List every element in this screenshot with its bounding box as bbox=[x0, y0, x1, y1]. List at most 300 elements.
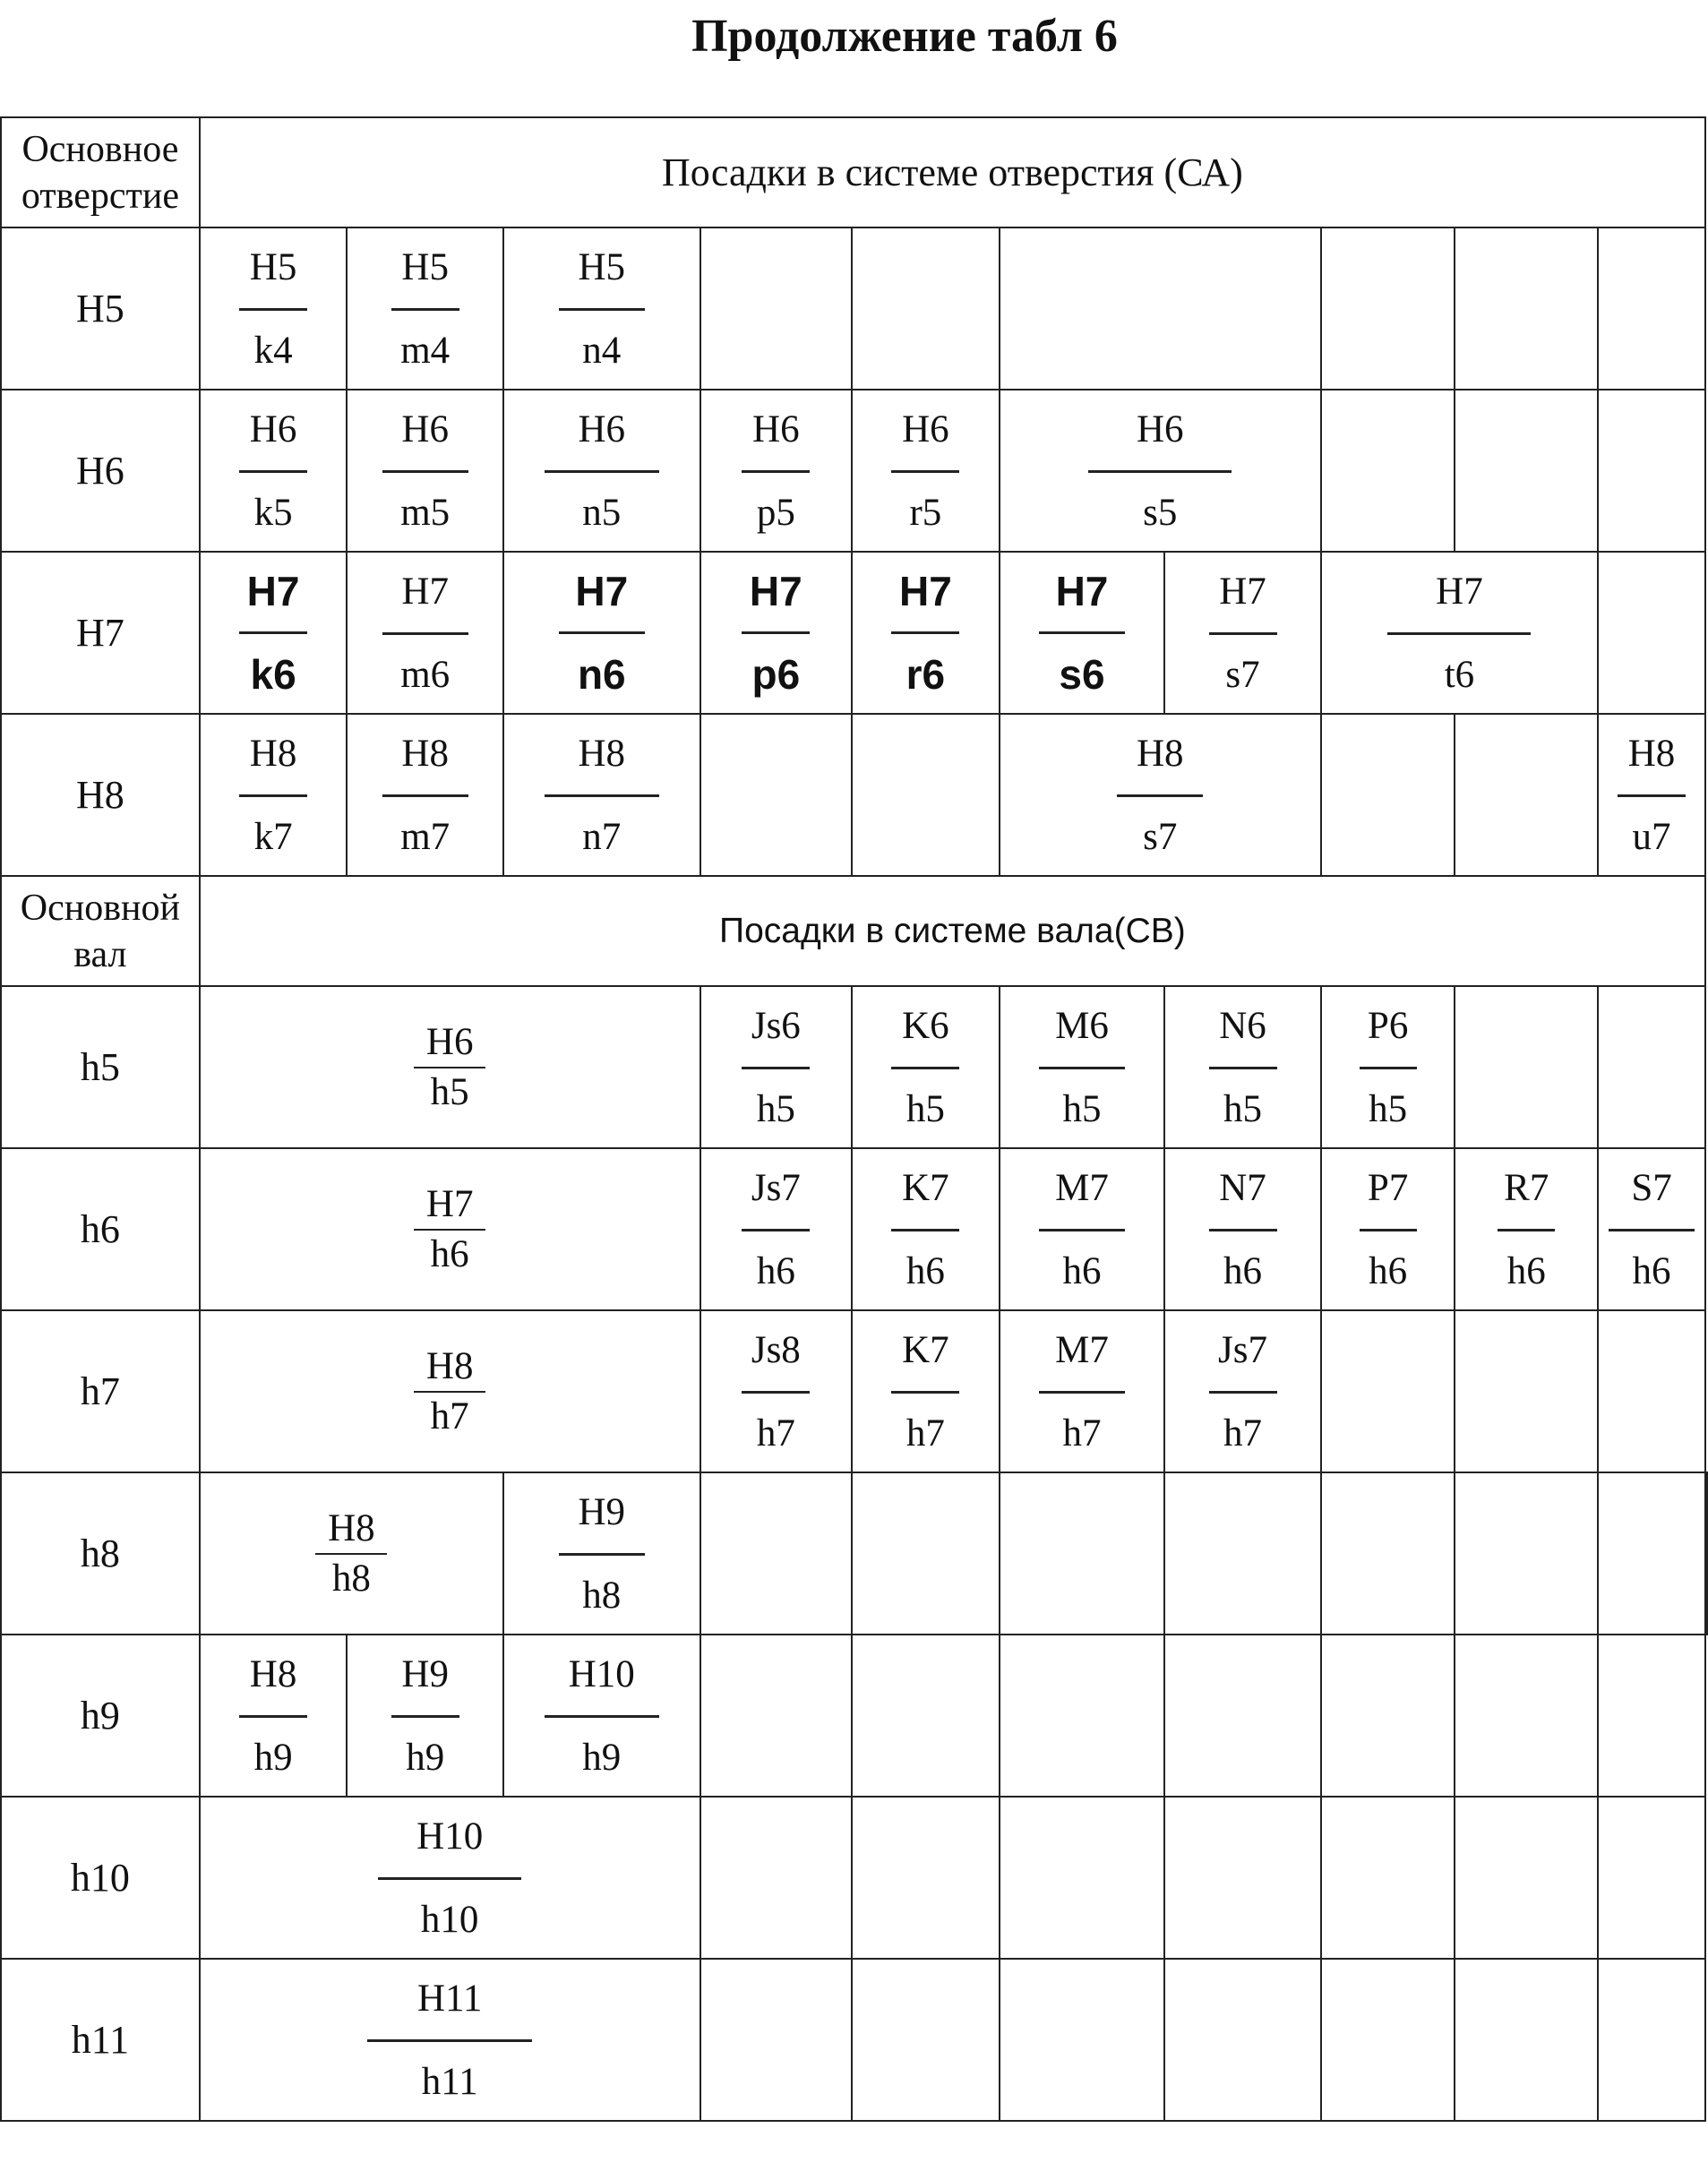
fraction-bar bbox=[1039, 1229, 1125, 1231]
fit-numerator: H10 bbox=[416, 1815, 484, 1858]
fit-denominator: h11 bbox=[421, 2061, 478, 2103]
fit-fraction bbox=[545, 1654, 659, 1779]
fit-fraction bbox=[1209, 571, 1277, 696]
fit-fraction bbox=[239, 247, 307, 372]
fraction-bar bbox=[391, 1715, 459, 1718]
fit-cell bbox=[200, 227, 348, 390]
fit-denominator: h6 bbox=[430, 1232, 469, 1275]
fit-denominator: h7 bbox=[430, 1394, 469, 1437]
row-label: H6 bbox=[1, 390, 200, 552]
fit-numerator: H7 bbox=[749, 568, 803, 614]
fit-cell bbox=[200, 1148, 700, 1310]
fraction-bar bbox=[545, 1715, 659, 1718]
fit-numerator: H5 bbox=[578, 246, 626, 288]
fit-denominator: u7 bbox=[1632, 816, 1671, 858]
empty-cell bbox=[1321, 1472, 1455, 1635]
hole-section-title: Посадки в системе отверстия (СА) bbox=[200, 117, 1705, 227]
fraction-bar bbox=[1360, 1067, 1417, 1069]
fit-numerator: M7 bbox=[1055, 1167, 1109, 1209]
empty-cell bbox=[1455, 1635, 1598, 1797]
empty-cell bbox=[1598, 1472, 1705, 1635]
fit-numerator: H10 bbox=[568, 1653, 635, 1695]
fit-fraction bbox=[382, 734, 468, 858]
empty-cell bbox=[1000, 227, 1321, 390]
empty-cell bbox=[1164, 1472, 1321, 1635]
fit-cell bbox=[852, 552, 1000, 714]
row-label: h5 bbox=[1, 986, 200, 1148]
fraction-bar bbox=[382, 632, 468, 635]
fit-fraction bbox=[891, 568, 959, 698]
fraction-bar bbox=[742, 631, 810, 634]
fraction-bar bbox=[1209, 1067, 1277, 1069]
fit-fraction bbox=[559, 568, 645, 698]
fit-fraction bbox=[239, 734, 307, 858]
empty-cell bbox=[1000, 1959, 1165, 2121]
empty-cell bbox=[1455, 1310, 1598, 1472]
fraction-bar bbox=[315, 1553, 387, 1555]
fit-cell bbox=[1000, 1148, 1165, 1310]
fit-denominator: h5 bbox=[905, 1088, 945, 1130]
empty-cell bbox=[1598, 552, 1705, 714]
fit-denominator: h6 bbox=[1062, 1250, 1102, 1292]
fraction-bar bbox=[559, 1553, 645, 1556]
fit-cell bbox=[200, 714, 348, 876]
fit-fraction bbox=[1498, 1168, 1555, 1292]
fraction-bar bbox=[391, 308, 459, 311]
row-label: h8 bbox=[1, 1472, 200, 1635]
fit-denominator: n4 bbox=[582, 330, 622, 372]
fraction-bar bbox=[742, 470, 810, 473]
fraction-bar bbox=[891, 470, 959, 473]
page-title: Продолжение табл 6 bbox=[691, 11, 1118, 62]
fit-numerator: H8 bbox=[328, 1506, 375, 1549]
fraction-bar bbox=[891, 1067, 959, 1069]
fit-fraction bbox=[391, 247, 459, 372]
fraction-bar bbox=[1039, 1067, 1125, 1069]
fit-cell bbox=[1000, 1310, 1165, 1472]
fit-cell bbox=[700, 1310, 853, 1472]
empty-cell bbox=[1598, 227, 1705, 390]
table-row bbox=[1, 1797, 1707, 1959]
fit-cell bbox=[503, 552, 700, 714]
fit-numerator: R7 bbox=[1504, 1167, 1549, 1209]
empty-cell bbox=[1455, 390, 1598, 552]
row-label: H8 bbox=[1, 714, 200, 876]
empty-cell bbox=[700, 714, 853, 876]
empty-cell bbox=[1321, 390, 1455, 552]
fit-denominator: h7 bbox=[1223, 1412, 1263, 1454]
fraction-bar bbox=[1039, 631, 1125, 634]
fraction-bar bbox=[1039, 1391, 1125, 1394]
fit-cell bbox=[1321, 986, 1455, 1148]
hole-section-header bbox=[1, 117, 1707, 227]
fit-fraction bbox=[891, 1168, 959, 1292]
fraction-bar bbox=[1618, 794, 1686, 797]
empty-cell bbox=[852, 714, 1000, 876]
empty-cell bbox=[1455, 1959, 1598, 2121]
fit-denominator: k7 bbox=[253, 816, 293, 858]
empty-cell bbox=[1000, 1797, 1165, 1959]
empty-cell bbox=[1321, 227, 1455, 390]
fit-cell bbox=[503, 1472, 700, 1635]
fit-fraction bbox=[315, 1506, 387, 1601]
fraction-bar bbox=[559, 308, 645, 311]
empty-cell bbox=[852, 227, 1000, 390]
fit-denominator: h8 bbox=[331, 1557, 371, 1600]
fraction-bar bbox=[891, 1391, 959, 1394]
fit-denominator: k4 bbox=[253, 330, 293, 372]
fit-denominator: h6 bbox=[756, 1250, 795, 1292]
fit-fraction bbox=[1609, 1168, 1695, 1292]
fit-cell bbox=[1000, 986, 1165, 1148]
empty-cell bbox=[1321, 714, 1455, 876]
fit-fraction bbox=[1209, 1006, 1277, 1130]
fit-fraction bbox=[1117, 734, 1203, 858]
fit-numerator: H7 bbox=[246, 568, 300, 614]
fit-cell bbox=[1598, 714, 1705, 876]
fit-cell bbox=[1164, 552, 1321, 714]
fit-cell bbox=[347, 1635, 503, 1797]
fit-cell bbox=[1164, 986, 1321, 1148]
fit-denominator: h6 bbox=[1223, 1250, 1263, 1292]
fit-fraction bbox=[378, 1816, 521, 1941]
fit-numerator: K6 bbox=[902, 1005, 949, 1047]
fit-fraction bbox=[742, 1330, 810, 1454]
fit-denominator: h6 bbox=[905, 1250, 945, 1292]
fit-denominator: k5 bbox=[253, 492, 293, 534]
fit-numerator: H6 bbox=[249, 408, 297, 451]
fraction-bar bbox=[239, 1715, 307, 1718]
fit-cell bbox=[503, 390, 700, 552]
fit-numerator: H6 bbox=[401, 408, 449, 451]
fit-denominator: r5 bbox=[909, 492, 942, 534]
empty-cell bbox=[1598, 1310, 1705, 1472]
fit-fraction bbox=[1039, 1006, 1125, 1130]
fit-numerator: K7 bbox=[902, 1329, 949, 1371]
fraction-bar bbox=[239, 470, 307, 473]
fit-denominator: h9 bbox=[406, 1737, 445, 1779]
fraction-bar bbox=[239, 631, 307, 634]
table-row bbox=[1, 714, 1707, 876]
shaft-section-title: Посадки в системе вала(СВ) bbox=[200, 876, 1705, 986]
fit-numerator: S7 bbox=[1631, 1167, 1672, 1209]
fit-fraction bbox=[891, 409, 959, 534]
fraction-bar bbox=[239, 308, 307, 311]
empty-cell bbox=[1000, 1472, 1165, 1635]
fit-denominator: h6 bbox=[1506, 1250, 1546, 1292]
fit-cell bbox=[1164, 1310, 1321, 1472]
fit-cell bbox=[700, 1148, 853, 1310]
fit-denominator: r6 bbox=[905, 651, 946, 698]
fit-fraction bbox=[391, 1654, 459, 1779]
empty-cell bbox=[852, 1472, 1000, 1635]
empty-cell bbox=[1164, 1959, 1321, 2121]
fit-cell bbox=[200, 1797, 700, 1959]
fit-fraction bbox=[1039, 1168, 1125, 1292]
table-row bbox=[1, 1148, 1707, 1310]
fit-fraction bbox=[742, 1168, 810, 1292]
fit-denominator: s7 bbox=[1143, 816, 1178, 858]
fit-cell bbox=[1000, 390, 1321, 552]
fraction-bar bbox=[1088, 470, 1232, 473]
empty-cell bbox=[700, 1797, 853, 1959]
empty-cell bbox=[1705, 1472, 1707, 1635]
empty-cell bbox=[1164, 1635, 1321, 1797]
fit-denominator: h5 bbox=[1369, 1088, 1408, 1130]
fit-cell bbox=[200, 1310, 700, 1472]
hole-section-label: Основное отверстие bbox=[1, 117, 200, 227]
fraction-bar bbox=[382, 794, 468, 797]
fit-numerator: M7 bbox=[1055, 1329, 1109, 1371]
fraction-bar bbox=[414, 1391, 485, 1393]
fit-numerator: K7 bbox=[902, 1167, 949, 1209]
fit-numerator: H11 bbox=[416, 1978, 483, 2020]
fit-cell bbox=[347, 227, 503, 390]
fit-denominator: h5 bbox=[1223, 1088, 1263, 1130]
fit-numerator: H6 bbox=[578, 408, 626, 451]
table-row bbox=[1, 227, 1707, 390]
fit-denominator: t6 bbox=[1444, 654, 1475, 696]
fit-fraction bbox=[239, 568, 307, 698]
fit-denominator: m5 bbox=[400, 492, 451, 534]
fit-fraction bbox=[1618, 734, 1686, 858]
fit-cell bbox=[1000, 552, 1165, 714]
fit-numerator: H8 bbox=[578, 733, 626, 775]
fit-denominator: m7 bbox=[400, 816, 451, 858]
fit-cell bbox=[852, 986, 1000, 1148]
row-label: h6 bbox=[1, 1148, 200, 1310]
fit-denominator: k6 bbox=[250, 651, 296, 698]
fit-numerator: P6 bbox=[1367, 1005, 1409, 1047]
fit-cell bbox=[700, 552, 853, 714]
fraction-bar bbox=[1209, 1229, 1277, 1231]
row-label: h7 bbox=[1, 1310, 200, 1472]
fit-fraction bbox=[891, 1006, 959, 1130]
table-row bbox=[1, 1959, 1707, 2121]
table-row bbox=[1, 390, 1707, 552]
fit-denominator: s6 bbox=[1059, 651, 1105, 698]
empty-cell bbox=[1598, 1959, 1705, 2121]
fit-cell bbox=[1321, 552, 1598, 714]
fit-denominator: h6 bbox=[1369, 1250, 1408, 1292]
fit-numerator: N6 bbox=[1219, 1005, 1266, 1047]
fit-numerator: H8 bbox=[249, 1653, 297, 1695]
empty-cell bbox=[1455, 227, 1598, 390]
fit-cell bbox=[1164, 1148, 1321, 1310]
table-row bbox=[1, 1472, 1707, 1635]
fit-cell bbox=[200, 1959, 700, 2121]
fit-numerator: H5 bbox=[401, 246, 449, 288]
fit-cell bbox=[700, 390, 853, 552]
fit-fraction bbox=[239, 409, 307, 534]
fit-numerator: H8 bbox=[401, 733, 449, 775]
fraction-bar bbox=[559, 631, 645, 634]
fit-fraction bbox=[414, 1344, 485, 1439]
fit-numerator: Js7 bbox=[1218, 1329, 1268, 1371]
empty-cell bbox=[1598, 1797, 1705, 1959]
fit-cell bbox=[1598, 1148, 1705, 1310]
fit-numerator: H7 bbox=[575, 568, 629, 614]
table-row bbox=[1, 986, 1707, 1148]
fit-denominator: m4 bbox=[400, 330, 451, 372]
fit-fraction bbox=[1039, 568, 1125, 698]
fit-fraction bbox=[1360, 1168, 1417, 1292]
empty-cell bbox=[1598, 986, 1705, 1148]
fit-denominator: s7 bbox=[1225, 654, 1260, 696]
fraction-bar bbox=[1209, 632, 1277, 635]
fit-cell bbox=[1321, 1148, 1455, 1310]
empty-cell bbox=[700, 1635, 853, 1797]
fit-fraction bbox=[239, 1654, 307, 1779]
fraction-bar bbox=[1117, 794, 1203, 797]
fit-denominator: h6 bbox=[1632, 1250, 1671, 1292]
fit-cell bbox=[200, 390, 348, 552]
empty-cell bbox=[852, 1635, 1000, 1797]
fraction-bar bbox=[742, 1229, 810, 1231]
fraction-bar bbox=[742, 1391, 810, 1394]
fit-denominator: h5 bbox=[756, 1088, 795, 1130]
fit-fraction bbox=[414, 1020, 485, 1115]
empty-cell bbox=[700, 1959, 853, 2121]
fit-numerator: P7 bbox=[1367, 1167, 1409, 1209]
fit-numerator: Js6 bbox=[751, 1005, 801, 1047]
empty-cell bbox=[1455, 714, 1598, 876]
empty-cell bbox=[852, 1959, 1000, 2121]
empty-cell bbox=[1321, 1959, 1455, 2121]
fit-fraction bbox=[891, 1330, 959, 1454]
fit-denominator: h10 bbox=[420, 1899, 479, 1941]
fit-numerator: H7 bbox=[1219, 571, 1266, 613]
empty-cell bbox=[1321, 1797, 1455, 1959]
empty-cell bbox=[1000, 1635, 1165, 1797]
fraction-bar bbox=[414, 1229, 485, 1231]
fit-cell bbox=[347, 390, 503, 552]
fit-denominator: n7 bbox=[582, 816, 622, 858]
fit-denominator: m6 bbox=[400, 654, 451, 696]
fit-denominator: n5 bbox=[582, 492, 622, 534]
fit-numerator: H9 bbox=[578, 1491, 626, 1533]
fit-fraction bbox=[559, 247, 645, 372]
fit-cell bbox=[1000, 714, 1321, 876]
fit-denominator: s5 bbox=[1143, 492, 1178, 534]
fit-denominator: n6 bbox=[577, 651, 626, 698]
fit-denominator: h9 bbox=[253, 1737, 293, 1779]
fit-cell bbox=[1455, 1148, 1598, 1310]
fit-denominator: p5 bbox=[756, 492, 795, 534]
fit-cell bbox=[503, 1635, 700, 1797]
fraction-bar bbox=[239, 794, 307, 797]
empty-cell bbox=[852, 1797, 1000, 1959]
fit-fraction bbox=[1088, 409, 1232, 534]
fit-denominator: h7 bbox=[1062, 1412, 1102, 1454]
fit-numerator: H8 bbox=[425, 1344, 474, 1387]
fit-numerator: H7 bbox=[425, 1182, 474, 1225]
fit-cell bbox=[852, 1310, 1000, 1472]
fraction-bar bbox=[891, 631, 959, 634]
fit-denominator: p6 bbox=[751, 651, 801, 698]
fraction-bar bbox=[545, 794, 659, 797]
fit-numerator: H7 bbox=[898, 568, 952, 614]
fit-numerator: H8 bbox=[1627, 733, 1676, 775]
empty-cell bbox=[1321, 1310, 1455, 1472]
fit-denominator: h9 bbox=[582, 1737, 622, 1779]
fit-denominator: h7 bbox=[905, 1412, 945, 1454]
fit-fraction bbox=[742, 1006, 810, 1130]
fit-numerator: N7 bbox=[1219, 1167, 1266, 1209]
empty-cell bbox=[1455, 986, 1598, 1148]
fit-cell bbox=[347, 714, 503, 876]
empty-cell bbox=[1164, 1797, 1321, 1959]
fit-numerator: H7 bbox=[401, 571, 449, 613]
fit-fraction bbox=[742, 568, 810, 698]
table-row bbox=[1, 1310, 1707, 1472]
fraction-bar bbox=[1609, 1229, 1695, 1231]
empty-cell bbox=[1321, 1635, 1455, 1797]
fraction-bar bbox=[742, 1067, 810, 1069]
empty-cell bbox=[1455, 1797, 1598, 1959]
fit-denominator: h5 bbox=[1062, 1088, 1102, 1130]
fraction-bar bbox=[1360, 1229, 1417, 1231]
fit-cell bbox=[700, 986, 853, 1148]
fraction-bar bbox=[1387, 632, 1531, 635]
fraction-bar bbox=[378, 1877, 521, 1880]
fit-numerator: H7 bbox=[1436, 571, 1483, 613]
fraction-bar bbox=[414, 1067, 485, 1068]
fit-numerator: Js7 bbox=[751, 1167, 801, 1209]
fit-fraction bbox=[545, 409, 659, 534]
shaft-section-label: Основной вал bbox=[1, 876, 200, 986]
shaft-section-header bbox=[1, 876, 1707, 986]
fit-fraction bbox=[1360, 1006, 1417, 1130]
fit-cell bbox=[200, 1635, 348, 1797]
row-label: h11 bbox=[1, 1959, 200, 2121]
fraction-bar bbox=[1209, 1391, 1277, 1394]
empty-cell bbox=[700, 1472, 853, 1635]
fit-numerator: H5 bbox=[249, 246, 297, 288]
fit-denominator: h7 bbox=[756, 1412, 795, 1454]
fit-fraction bbox=[1387, 571, 1531, 696]
fit-numerator: H6 bbox=[752, 408, 800, 451]
fit-numerator: M6 bbox=[1055, 1005, 1109, 1047]
row-label: H5 bbox=[1, 227, 200, 390]
fit-numerator: H8 bbox=[249, 733, 297, 775]
fraction-bar bbox=[545, 470, 659, 473]
fit-fraction bbox=[559, 1492, 645, 1617]
row-label: h10 bbox=[1, 1797, 200, 1959]
fraction-bar bbox=[1498, 1229, 1555, 1231]
empty-cell bbox=[700, 227, 853, 390]
fit-denominator: h5 bbox=[430, 1070, 469, 1113]
table-row bbox=[1, 552, 1707, 714]
empty-cell bbox=[1455, 1472, 1598, 1635]
fraction-bar bbox=[891, 1229, 959, 1231]
fit-numerator: Js8 bbox=[751, 1329, 801, 1371]
fit-cell bbox=[200, 552, 348, 714]
fit-fraction bbox=[367, 1978, 532, 2103]
row-label: h9 bbox=[1, 1635, 200, 1797]
fit-numerator: H6 bbox=[1136, 408, 1184, 451]
fits-table bbox=[0, 116, 1708, 2122]
fit-numerator: H9 bbox=[401, 1653, 449, 1695]
fit-fraction bbox=[1209, 1168, 1277, 1292]
fit-fraction bbox=[382, 571, 468, 696]
fraction-bar bbox=[367, 2039, 532, 2042]
fit-numerator: H8 bbox=[1136, 733, 1184, 775]
fit-cell bbox=[347, 552, 503, 714]
table-row bbox=[1, 1635, 1707, 1797]
fit-fraction bbox=[1209, 1330, 1277, 1454]
fit-numerator: H6 bbox=[902, 408, 949, 451]
